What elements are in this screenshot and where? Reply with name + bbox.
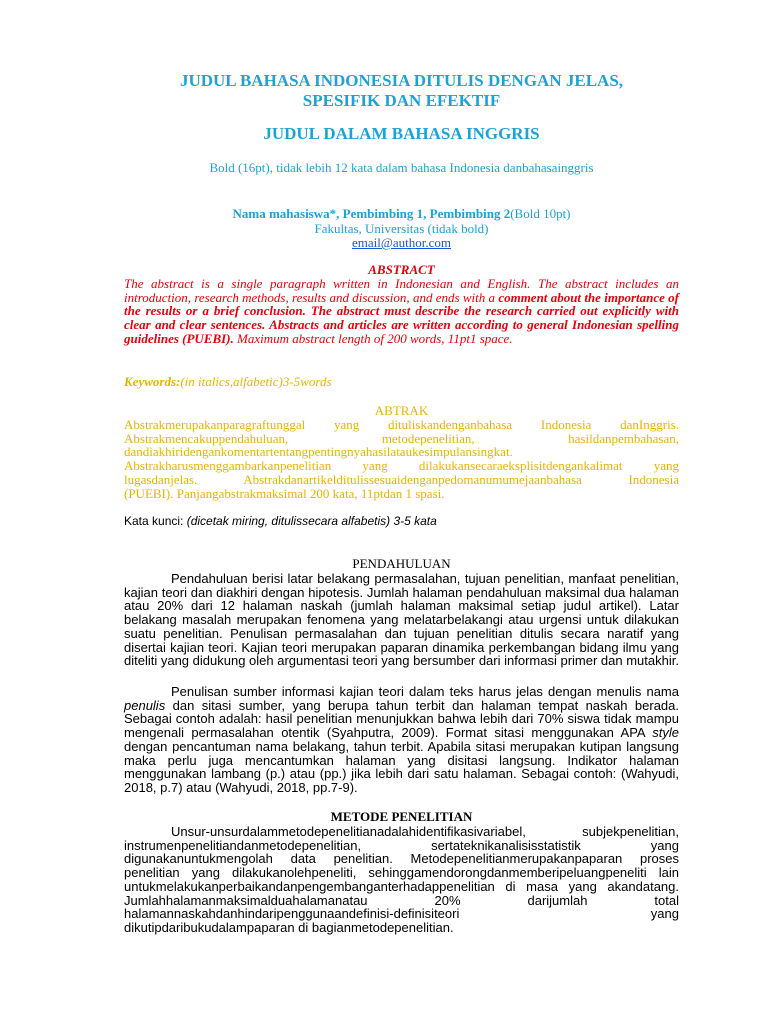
abstract-id-line: Abstrakmerupakanparagraftunggal yang dituliskandenganbahasa Indonesia danInggris. <box>124 417 679 432</box>
abstract-en-part2: comment about the importance of the results or a brief conclusion. The abstract must describe the research carried out explicitly with clear and clear sentences. Abstracts and articles are written according to general Indonesian spelling guidelines (PUEBI). <box>124 289 679 346</box>
pendahuluan-p2-e: dengan pencantuman nama belakang, tahun terbit. Apabila sitasi merupakan kutipan langsung maka perlu juga mencantumkan halaman yang disitasi langsung. Indikator halaman menggunakan lambang (p.) atau (pp.) jika lebih dari satu halaman. Sebagai contoh: (Wahyudi, 2018, p.7) atau (Wahyudi, 2018, pp.7-9). <box>124 738 679 795</box>
metode-line: Unsur-unsurdalammetodepenelitianadalahidentifikasivariabel, subjekpenelitian, <box>171 824 679 839</box>
affiliation: Fakultas, Universitas (tidak bold) <box>314 220 489 236</box>
metode-line: penelitian yang dilakukanolehpeneliti, sehinggamendorongdanmemberipeluangpeneliti lain <box>124 865 679 881</box>
title-block <box>124 71 679 111</box>
english-title: JUDUL DALAM BAHASA INGGRIS <box>263 124 540 143</box>
metode-line: untukmelakukanperbaikandanpengembanganterhadappenelitian di masa yang akandatang. <box>124 878 679 894</box>
abstract-id-line: (PUEBI). Panjangabstrakmaksimal 200 kata, 11ptdan 1 spasi. <box>124 485 445 501</box>
metode-line: dikutipdaribukudalampaparan di bagianmetodepenelitian. <box>124 919 454 935</box>
metode-line: halamannaskahdanhindaripenggunaandefinisi-definisiteori yang <box>124 906 679 922</box>
abstract-id-paragraph <box>124 418 679 500</box>
author-line <box>124 207 679 222</box>
keywords-id-label: Kata kunci: <box>124 514 187 528</box>
pendahuluan-p2-c: dan sitasi sumber, yang berupa tahun terbit dan halaman tempat naskah berada. Sebagai contoh adalah: hasil penelitian menunjukkan bahwa lebih dari 70% siswa tidak mampu mengenali permasalahan otentik (Syahputra, 2009). Format sitasi menggunakan APA <box>124 697 679 741</box>
pendahuluan-paragraph-2 <box>124 685 679 795</box>
metode-line: Jumlahhalamanmaksimalduahalamanatau 20% darijumlah total <box>124 892 679 908</box>
author-email-link[interactable]: email@author.com <box>352 235 451 250</box>
pendahuluan-p2-b: penulis <box>124 697 166 713</box>
metode-line: instrumenpenelitiandanmetodepenelitian, sertateknikanalisisstatistik yang <box>124 837 679 853</box>
abtrak-heading: ABTRAK <box>374 403 429 418</box>
metode-paragraph <box>124 825 679 935</box>
pendahuluan-paragraph-1: Pendahuluan berisi latar belakang permasalahan, tujuan penelitian, manfaat penelitian, kajian teori dan diakhiri dengan hipotesis. Jumlah halaman pendahuluan maksimal dua halaman atau 20% dari 12 halaman naskah (jumlah halaman maksimal setiap judul artikel). Latar belakang masalah merupakan fenomena yang melatarbelakangi atau urgensi untuk dilakukan suatu penelitian. Penulisan permasalahan dan tujuan penelitian ditulis secara naratif yang disertai kajian teori. Kajian teori merupakan paparan dinamika perkembangan bidang ilmu yang diteliti yang didukung oleh argumentasi teori yang bersumber dari informasi primer dan mutakhir. <box>124 571 679 669</box>
keywords-id-text: (dicetak miring, ditulissecara alfabetis) 3-5 kata <box>186 514 437 528</box>
keywords-en-text: (in italics,alfabetic)3-5words <box>180 374 332 389</box>
keywords-id <box>124 515 679 529</box>
abstract-heading: ABSTRACT <box>368 262 435 277</box>
author-names: Nama mahasiswa*, Pembimbing 1, Pembimbing 2 <box>232 206 511 221</box>
abstract-id-line: dandiakhiridengankomentartentangpentingnyahasilataukesimpulansingkat. <box>124 444 513 460</box>
abstract-en-part3: Maximum abstract length of 200 words, 11pt1 space. <box>233 330 513 346</box>
title-line-1: JUDUL BAHASA INDONESIA DITULIS DENGAN JELAS, <box>179 71 624 90</box>
metode-heading: METODE PENELITIAN <box>330 809 473 824</box>
keywords-en <box>124 375 679 389</box>
author-block <box>124 207 679 251</box>
keywords-en-label: Keywords: <box>124 374 181 389</box>
english-title-block <box>124 124 679 144</box>
pendahuluan-heading: PENDAHULUAN <box>352 556 451 571</box>
abstract-id-line: lugasdanjelas. Abstrakdanartikelditulissesuaidenganpedomanumumejaanbahasa Indonesia <box>124 471 679 487</box>
abstract-id-line: Abstrakharusmenggambarkanpenelitian yang dilakukansecaraeksplisitdengankalimat yang <box>124 458 679 474</box>
abstract-en-paragraph <box>124 277 679 346</box>
abstract-id-line: Abstrakmencakuppendahuluan, metodepenelitian, hasildanpembahasan, <box>124 430 679 446</box>
pendahuluan-p2-a: Penulisan sumber informasi kajian teori dalam teks harus jelas dengan menulis nama <box>171 684 679 699</box>
abstract-en-part1: The abstract is a single paragraph written in Indonesian and English. The abstract includes an introduction, research methods, results and discussion, and ends with a <box>124 276 679 305</box>
pendahuluan-p2-d: style <box>652 725 679 741</box>
title-line-2: SPESIFIK DAN EFEKTIF <box>302 91 501 110</box>
author-names-note: (Bold 10pt) <box>510 206 571 221</box>
title-note: Bold (16pt), tidak lebih 12 kata dalam bahasa Indonesia danbahasainggris <box>209 160 594 175</box>
metode-line: digunakanuntukmengolah data penelitian. Metodepenelitianmerupakanpaparan proses <box>124 851 679 867</box>
